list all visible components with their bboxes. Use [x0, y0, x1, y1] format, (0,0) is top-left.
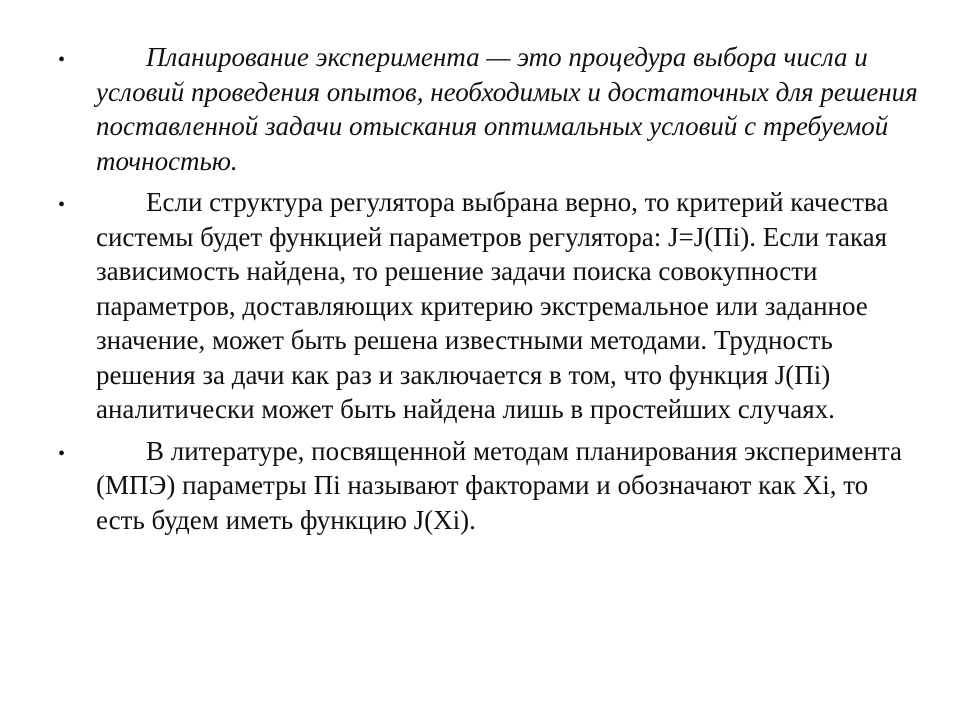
- criterion-text: Если структура регулятора выбрана верно, то критерий качества системы будет функцией параметров регулятора: J=J(Пi). Если такая зависимость найдена, то решение задачи поиска совокупности параметров, доставляющих критерию экстремальное или заданное значение, может быть решена известными методами. Трудность решения за дачи как раз и заключается в том, что функция J(Пi) аналитически может быть найдена лишь в простейших случаях.: [96, 187, 889, 424]
- bullet-dot-icon: •: [58, 442, 66, 465]
- bullet-item-factors: [58, 434, 918, 538]
- definition-text: Планирование эксперимента — это процедура выбора числа и условий проведения опытов, необходимых и достаточных для решения поставленной задачи отыскания оптимальных условий с требуемой точностью.: [96, 42, 918, 176]
- bullet-dot-icon: •: [58, 194, 66, 216]
- bullet-list: [58, 40, 918, 544]
- bullet-dot-icon: •: [58, 49, 66, 71]
- bullet-item-definition: [58, 40, 918, 178]
- factors-text: В литературе, посвященной методам планирования эксперимента (МПЭ) параметры Пi называют факторами и обозначают как Xi, то есть будем иметь функцию J(Xi).: [96, 435, 903, 535]
- bullet-item-criterion: [58, 185, 918, 427]
